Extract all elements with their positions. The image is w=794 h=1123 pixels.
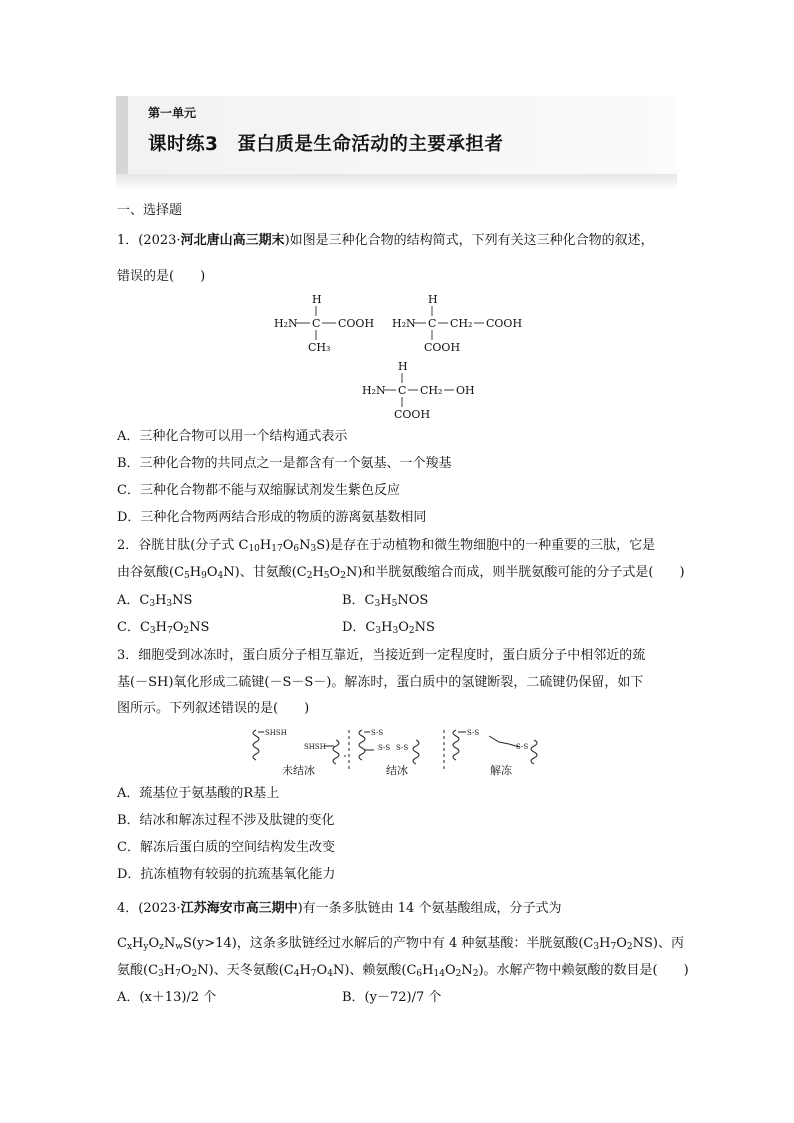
s3-oh: OH [456, 384, 475, 397]
s3-ch2: CH₂ [420, 384, 443, 397]
label-unfrozen: 未结冰 [282, 764, 315, 777]
ss-label-2: S-S [378, 744, 391, 752]
page-title: 课时练3 蛋白质是生命活动的主要承担者 [148, 134, 504, 155]
s2-h2n: H₂N [392, 317, 416, 330]
q4-source: 江苏海安市高三期中 [180, 901, 298, 916]
q1-option-d: D．三种化合物两两结合形成的物质的游离氨基数相同 [117, 510, 427, 525]
q1-stem-line1: 1．(2023·河北唐山高三期末)如图是三种化合物的结构简式，下列有关这三种化合物的叙述， [117, 233, 654, 248]
s3-h2n: H₂N [362, 384, 386, 397]
q1-stem-line2: 错误的是( ) [117, 269, 206, 284]
q1-structures-figure [268, 292, 528, 422]
q1-source: 河北唐山高三期末 [180, 233, 285, 248]
q3-option-d: D．抗冻植物有较弱的抗巯基氧化能力 [117, 867, 336, 882]
sh-label-2: SHSH [304, 743, 326, 751]
ss-label-3: S-S [396, 744, 409, 752]
q1-option-a: A．三种化合物可以用一个结构通式表示 [117, 429, 348, 444]
q3-stem-line2: 基(－SH)氧化形成二硫键(－S－S－)。解冻时，蛋白质中的氢键断裂，二硫键仍保留，如下 [117, 675, 644, 690]
q2-stem-line2: 由谷氨酸$(C_5H_9O_4N)$、甘氨酸$(C_2H_5O_2N)$和半胱氨酸缩合而成，则半胱氨酸可能的分子式是( ) [117, 565, 685, 581]
q2-stem-line1: 2．谷胱甘肽(分子式 $C_{10}H_{17}O_6N_3S$)是存在于动植物和微生物细胞中的一种重要的三肽，它是 [117, 538, 656, 554]
s3-h: H [398, 360, 408, 373]
s3-c: C [398, 384, 407, 397]
section-heading: 一、选择题 [117, 203, 183, 218]
q3-stem-line1: 3．细胞受到冰冻时，蛋白质分子相互靠近，当接近到一定程度时，蛋白质分子中相邻近的巯 [117, 648, 646, 663]
s1-h2n: H₂N [274, 317, 298, 330]
s2-h: H [428, 293, 438, 306]
label-thawed: 解冻 [490, 764, 512, 777]
q3-option-c: C．解冻后蛋白质的空间结构发生改变 [117, 840, 335, 855]
s1-h: H [312, 293, 322, 306]
q1-option-c: C．三种化合物都不能与双缩脲试剂发生紫色反应 [117, 483, 400, 498]
q4-stem-line2: $C_xH_yO_zN_wS(y>14)$，这条多肽链经过水解后的产物中有 4 种氨基酸：半胱氨酸$(C_3H_7O_2NS)$、丙 [117, 936, 684, 952]
header-accent-bar [116, 96, 128, 174]
q4-stem-line1: 4．(2023·江苏海安市高三期中)有一条多肽链由 14 个氨基酸组成，分子式为 [117, 901, 562, 916]
s2-cooh-bottom: COOH [424, 341, 461, 354]
sh-label-1: SHSH [265, 729, 287, 737]
q2-option-c: C．$C_3H_7O_2NS$ [117, 620, 210, 636]
q4-option-a: A．(x＋13)/2 个 [117, 990, 217, 1005]
q2-option-d: D．$C_3H_3O_2NS$ [342, 620, 435, 636]
q4-stem-line3: 氨酸$(C_3H_7O_2N)$、天冬氨酸$(C_4H_7O_4N)$、赖氨酸$(C_6H_{14}O_2N_2)$。水解产物中赖氨酸的数目是( ) [117, 963, 689, 979]
q3-freeze-figure [244, 726, 548, 778]
s2-ch2: CH₂ [450, 317, 473, 330]
q2-option-a: A．$C_3H_3NS$ [117, 593, 193, 609]
q3-stem-line3: 图所示。下列叙述错误的是( ) [117, 701, 310, 716]
s2-c: C [428, 317, 437, 330]
q4-option-b: B．(y－72)/7 个 [342, 990, 442, 1005]
q1-option-b: B．三种化合物的共同点之一是都含有一个氨基、一个羧基 [117, 456, 452, 471]
q3-option-a: A．巯基位于氨基酸的R基上 [117, 786, 280, 801]
lesson-header [116, 96, 677, 194]
ss-label-1: S-S [371, 729, 384, 737]
label-frozen: 结冰 [386, 764, 408, 777]
ss-label-4: S-S [467, 729, 480, 737]
q2-option-b: B．$C_3H_5NOS$ [342, 593, 429, 609]
s1-c: C [312, 317, 321, 330]
q3-option-b: B．结冰和解冻过程不涉及肽键的变化 [117, 813, 335, 828]
unit-label: 第一单元 [148, 106, 197, 120]
ss-label-5: S-S [516, 743, 529, 751]
s3-cooh-bottom: COOH [394, 408, 431, 421]
s1-cooh: COOH [338, 317, 375, 330]
header-shadow [116, 174, 677, 190]
s1-ch3: CH₃ [308, 341, 331, 354]
s2-cooh: COOH [486, 317, 523, 330]
